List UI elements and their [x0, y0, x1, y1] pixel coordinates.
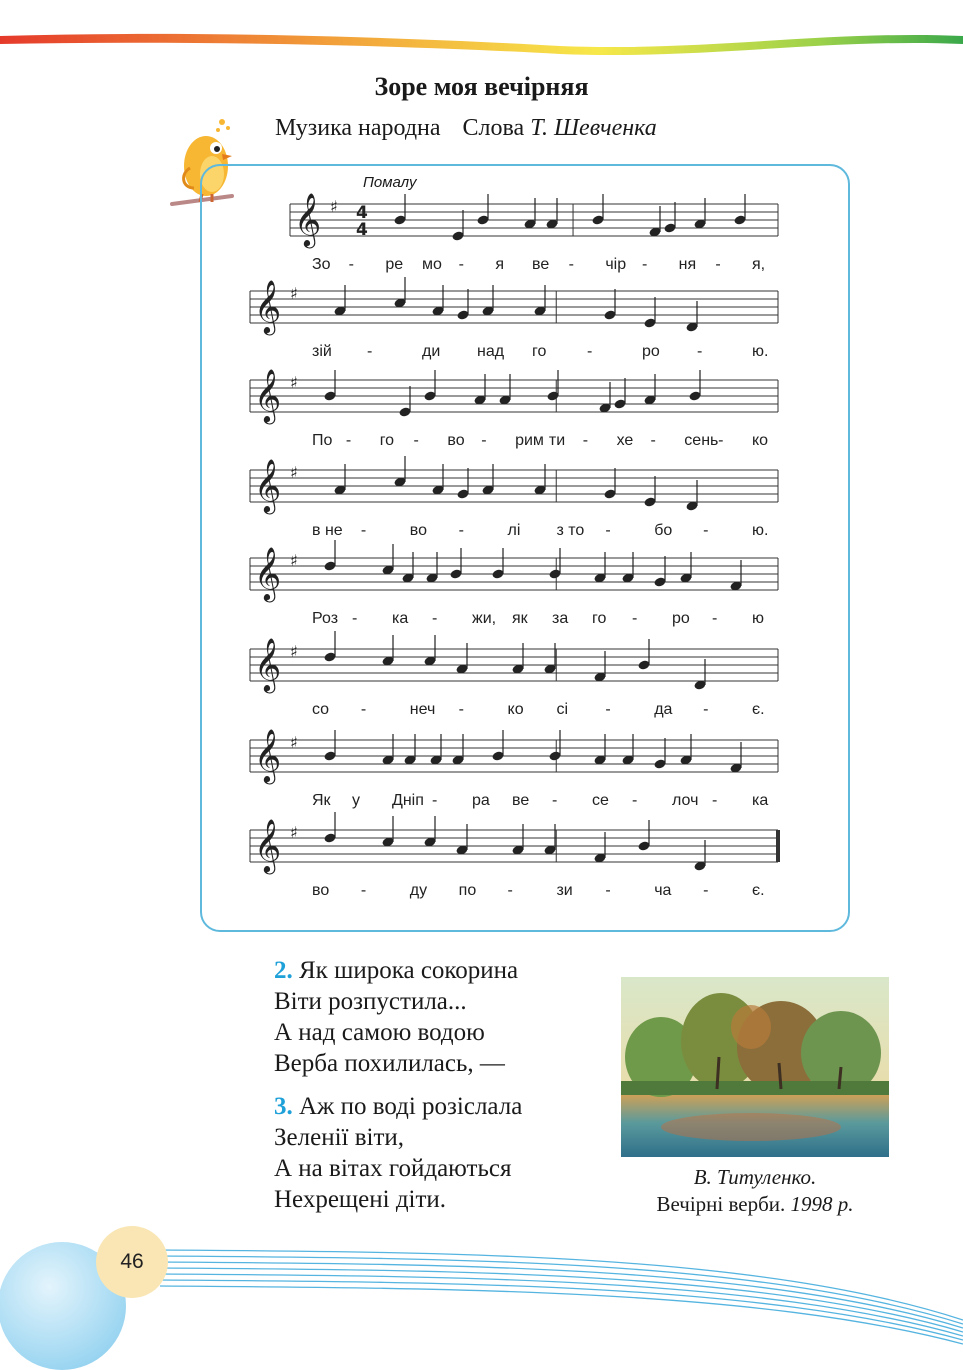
lyric-syllable: над — [477, 343, 505, 360]
lyric-syllable: - — [703, 701, 709, 718]
key-sharp: ♯ — [290, 373, 298, 392]
lyric-syllable: - — [712, 792, 718, 809]
lyric-syllable: - — [352, 610, 358, 627]
lyric-syllable: ко — [507, 701, 524, 718]
lyric-syllable: - — [552, 792, 558, 809]
verse-2 — [274, 955, 518, 1079]
key-sharp: ♯ — [330, 197, 338, 216]
lyric-syllable: я, — [752, 256, 766, 273]
decorative-lines — [160, 1240, 963, 1360]
lyric-syllable: ди — [422, 343, 441, 360]
lyric-syllable: я — [495, 256, 504, 273]
lyric-syllable: - — [715, 256, 721, 273]
lyric-syllable: - — [605, 701, 611, 718]
treble-clef: 𝄞 — [254, 458, 282, 512]
lyric-syllable: в не — [312, 522, 343, 539]
lyric-syllable: неч — [409, 701, 436, 718]
lyric-syllable: ве — [512, 792, 530, 809]
lyric-syllable: - — [650, 432, 656, 449]
lyric-syllable: є. — [752, 701, 765, 718]
verse-text: Аж по воді розіслала — [299, 1093, 523, 1120]
lyric-syllable: - — [458, 522, 464, 539]
lyric-syllable: ю. — [752, 522, 769, 539]
lyric-syllable: - — [481, 432, 487, 449]
lyric-syllable: - — [605, 882, 611, 899]
lyric-syllable: се — [592, 792, 609, 809]
verse-line: А на вітах гойдаються — [274, 1155, 512, 1182]
lyric-syllable: - — [703, 882, 709, 899]
verse-number: 3. — [274, 1093, 293, 1120]
lyric-syllable: Дніп — [392, 792, 424, 809]
lyric-syllable: - — [712, 610, 718, 627]
time-signature-top: 4 — [356, 203, 368, 223]
lyric-syllable: - — [360, 701, 367, 718]
lyric-syllable: лоч — [672, 792, 699, 809]
lyric-syllable: По — [312, 432, 333, 449]
lyric-syllable: - — [632, 610, 638, 627]
treble-clef: 𝄞 — [254, 368, 282, 422]
lyric-syllable: - — [345, 432, 352, 449]
treble-clef: 𝄞 — [254, 637, 282, 691]
lyric-syllable: мо — [422, 256, 442, 273]
lyric-syllable: ко — [752, 432, 769, 449]
page-number: 46 — [120, 1250, 144, 1273]
lyric-syllable: ка — [752, 792, 769, 809]
words-author: Т. Шевченка — [530, 115, 657, 141]
lyric-syllable: ра — [472, 792, 490, 809]
lyric-syllable: - — [632, 792, 638, 809]
lyric-syllable: ча — [654, 882, 672, 899]
verse-3 — [274, 1091, 522, 1215]
lyric-syllable: Зо — [312, 256, 331, 273]
key-sharp: ♯ — [290, 284, 298, 303]
time-signature-bottom: 4 — [356, 220, 368, 240]
lyric-syllable: у — [352, 792, 360, 809]
lyric-syllable: - — [360, 522, 367, 539]
treble-clef: 𝄞 — [254, 279, 282, 333]
lyric-syllable: ю — [752, 610, 764, 627]
lyric-syllable: ня — [678, 256, 697, 273]
painting-image — [621, 977, 889, 1157]
verse-line: А над самою водою — [274, 1019, 485, 1046]
lyric-syllable: - — [605, 522, 611, 539]
painting-year: 1998 р. — [790, 1192, 854, 1216]
lyric-syllable: - — [413, 432, 419, 449]
lyric-syllable: зи — [556, 882, 573, 899]
lyric-syllable: чір — [605, 256, 627, 273]
verse-line: Зеленії віти, — [274, 1124, 405, 1151]
lyric-syllable: - — [703, 522, 709, 539]
lyric-syllable: го — [592, 610, 607, 627]
lyric-syllable: во — [409, 522, 427, 539]
verse-number: 2. — [274, 957, 293, 984]
key-sharp: ♯ — [290, 823, 298, 842]
key-sharp: ♯ — [290, 733, 298, 752]
key-sharp: ♯ — [290, 463, 298, 482]
lyric-syllable: Роз — [312, 610, 339, 627]
lyric-syllable: ро — [672, 610, 690, 627]
lyric-syllable: ю. — [752, 343, 769, 360]
lyric-syllable: ро — [642, 343, 660, 360]
lyric-syllable: бо — [654, 522, 673, 539]
lyric-syllable: - — [587, 343, 593, 360]
lyric-syllable: со — [312, 701, 330, 718]
lyric-syllable: ка — [392, 610, 409, 627]
lyric-syllable: - — [582, 432, 589, 449]
lyric-syllable: ду — [409, 882, 428, 899]
treble-clef: 𝄞 — [254, 818, 282, 872]
lyric-syllable: хе — [616, 432, 634, 449]
lyric-syllable: - — [360, 882, 367, 899]
lyric-syllable: го — [532, 343, 547, 360]
sheet-music — [200, 164, 850, 932]
lyric-syllable: - — [367, 343, 373, 360]
lyric-syllable: лі — [507, 522, 521, 539]
painting-artist: В. Титуленко. — [693, 1165, 817, 1189]
lyric-syllable: по — [458, 882, 477, 899]
treble-clef: 𝄞 — [254, 728, 282, 782]
song-title: Зоре моя вечірняя — [374, 72, 589, 101]
lyric-syllable: - — [697, 343, 703, 360]
lyric-syllable: - — [568, 256, 574, 273]
painting-title: Вечірні верби. — [656, 1192, 786, 1216]
verse-line: Нехрещені діти. — [274, 1186, 447, 1213]
lyric-syllable: - — [432, 792, 438, 809]
verse-line — [274, 955, 518, 986]
song-credits — [275, 115, 657, 142]
lyric-syllable: ве — [532, 256, 550, 273]
lyric-syllable: - — [507, 882, 513, 899]
key-sharp: ♯ — [290, 551, 298, 570]
lyric-syllable: - — [642, 256, 648, 273]
lyric-syllable: з то — [556, 522, 585, 539]
verse-line: Верба похилилась, — — [274, 1050, 505, 1077]
treble-clef: 𝄞 — [254, 546, 282, 600]
lyric-syllable: - — [718, 432, 724, 449]
lyric-syllable: го — [379, 432, 395, 449]
treble-clef: 𝄞 — [294, 192, 322, 246]
tempo-marking: Помалу — [363, 174, 417, 191]
lyric-syllable: сі — [556, 701, 568, 718]
lyric-syllable: як — [512, 610, 528, 627]
lyric-syllable: сень — [684, 432, 719, 449]
verse-line — [274, 1091, 522, 1122]
key-sharp: ♯ — [290, 642, 298, 661]
verse-line: Віти розпустила... — [274, 988, 467, 1015]
lyric-syllable: Як — [312, 792, 331, 809]
words-label: Слова — [462, 115, 525, 141]
lyric-syllable: за — [552, 610, 569, 627]
lyric-syllable: є. — [752, 882, 765, 899]
lyric-syllable: жи, — [472, 610, 497, 627]
lyric-syllable: во — [312, 882, 330, 899]
painting-caption — [600, 1164, 910, 1218]
lyric-syllable: во — [447, 432, 465, 449]
lyric-syllable: рим — [515, 432, 544, 449]
lyric-syllable: - — [458, 256, 464, 273]
lyric-syllable: - — [458, 701, 464, 718]
verse-text: Як широка сокорина — [299, 957, 519, 984]
lyric-syllable: зій — [312, 343, 332, 360]
lyric-syllable: ти — [548, 432, 566, 449]
lyric-syllable: - — [432, 610, 438, 627]
lyric-syllable: да — [654, 701, 673, 718]
lyric-syllable: - — [348, 256, 354, 273]
lyric-syllable: ре — [385, 256, 404, 273]
top-ribbon — [0, 0, 963, 70]
music-credit: Музика народна — [275, 115, 441, 141]
